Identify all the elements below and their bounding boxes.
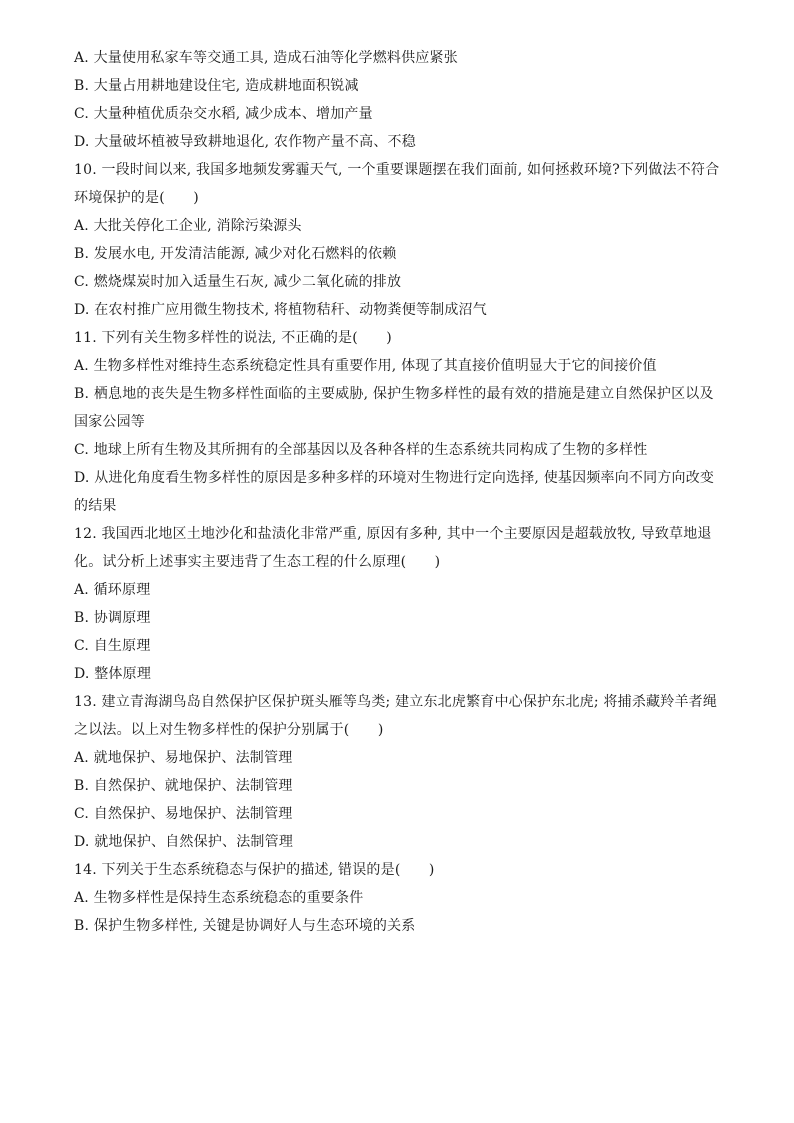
q9-option-c: C. 大量种植优质杂交水稻, 减少成本、增加产量	[74, 106, 373, 122]
q11-option-d-line-1: D. 从进化角度看生物多样性的原因是多种多样的环境对生物进行定向选择, 使基因频率向不同方向改变	[74, 470, 715, 486]
q10-option-b: B. 发展水电, 开发清洁能源, 减少对化石燃料的依赖	[74, 246, 397, 262]
q12-option-c: C. 自生原理	[74, 638, 151, 654]
q11-option-c: C. 地球上所有生物及其所拥有的全部基因以及各种各样的生态系统共同构成了生物的多样性	[74, 442, 648, 458]
q13-option-a: A. 就地保护、易地保护、法制管理	[74, 750, 293, 766]
q10-option-d: D. 在农村推广应用微生物技术, 将植物秸秆、动物粪便等制成沼气	[74, 302, 487, 318]
q10-option-a: A. 大批关停化工企业, 消除污染源头	[74, 218, 302, 234]
q13-option-c: C. 自然保护、易地保护、法制管理	[74, 806, 293, 822]
q13-stem-line-1: 13. 建立青海湖鸟岛自然保护区保护斑头雁等鸟类; 建立东北虎繁育中心保护东北虎; 将捕杀藏羚羊者绳	[74, 694, 718, 710]
q9-option-a: A. 大量使用私家车等交通工具, 造成石油等化学燃料供应紧张	[74, 50, 458, 66]
q9-option-d: D. 大量破坏植被导致耕地退化, 农作物产量不高、不稳	[74, 134, 416, 150]
q13-stem-line-2: 之以法。以上对生物多样性的保护分别属于( )	[74, 722, 384, 738]
document-page	[74, 44, 734, 940]
q14-option-a: A. 生物多样性是保持生态系统稳态的重要条件	[74, 890, 364, 906]
q10-stem-line-2: 环境保护的是( )	[74, 190, 199, 206]
q10-stem-line-1: 10. 一段时间以来, 我国多地频发雾霾天气, 一个重要课题摆在我们面前, 如何拯救环境?下列做法不符合	[74, 162, 720, 178]
q12-stem-line-2: 化。试分析上述事实主要违背了生态工程的什么原理( )	[74, 554, 441, 570]
q14-option-b: B. 保护生物多样性, 关键是协调好人与生态环境的关系	[74, 918, 416, 934]
q9-option-b: B. 大量占用耕地建设住宅, 造成耕地面积锐减	[74, 78, 359, 94]
q13-option-b: B. 自然保护、就地保护、法制管理	[74, 778, 293, 794]
q11-option-d-line-2: 的结果	[74, 498, 117, 514]
q12-option-d: D. 整体原理	[74, 666, 152, 682]
q11-stem: 11. 下列有关生物多样性的说法, 不正确的是( )	[74, 330, 392, 346]
q10-option-c: C. 燃烧煤炭时加入适量生石灰, 减少二氧化硫的排放	[74, 274, 402, 290]
q11-option-b-line-1: B. 栖息地的丧失是生物多样性面临的主要威胁, 保护生物多样性的最有效的措施是建立自然保护区以及	[74, 386, 714, 402]
q12-option-a: A. 循环原理	[74, 582, 151, 598]
q11-option-a: A. 生物多样性对维持生态系统稳定性具有重要作用, 体现了其直接价值明显大于它的间接价值	[74, 358, 657, 374]
q11-option-b-line-2: 国家公园等	[74, 414, 145, 430]
q13-option-d: D. 就地保护、自然保护、法制管理	[74, 834, 294, 850]
q14-stem: 14. 下列关于生态系统稳态与保护的描述, 错误的是( )	[74, 862, 435, 878]
q12-stem-line-1: 12. 我国西北地区土地沙化和盐渍化非常严重, 原因有多种, 其中一个主要原因是超载放牧, 导致草地退	[74, 526, 712, 542]
q12-option-b: B. 协调原理	[74, 610, 151, 626]
